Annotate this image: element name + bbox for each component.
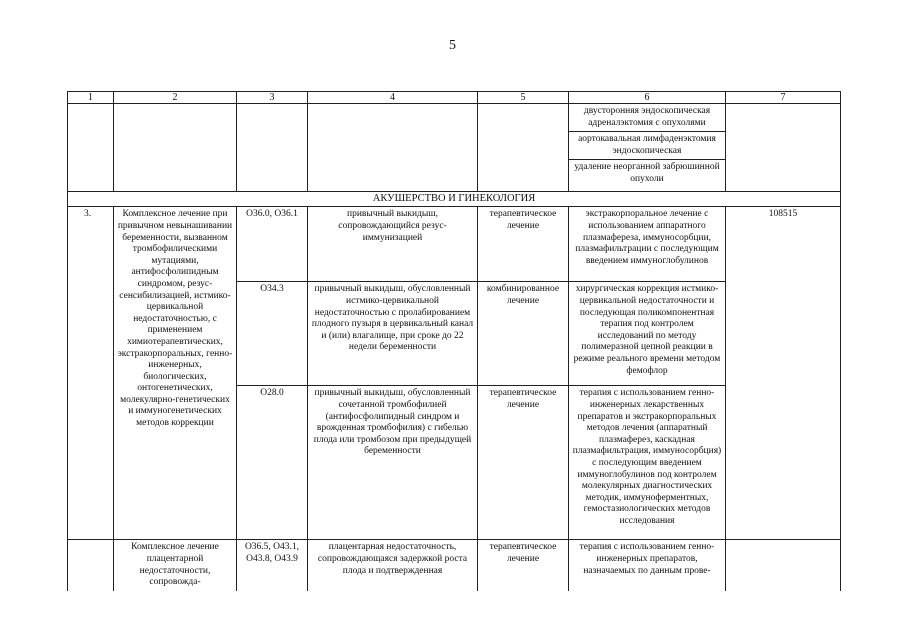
- diagnosis-codes: O36.5, O43.1, O43.8, O43.9: [237, 540, 308, 591]
- header-cell: 6: [569, 92, 726, 104]
- empty-cell: [308, 104, 478, 192]
- empty-cell: [237, 104, 308, 192]
- treatment-table: [67, 91, 841, 591]
- method-cell: двусторонняя эндоскопическая адреналэктомия с опухолями: [569, 104, 726, 132]
- empty-cell: [726, 540, 841, 591]
- treatment-type: терапевтическое лечение: [478, 207, 569, 282]
- procedure-name: Комплексное лечение плацентарной недостаточности, сопровожда-: [114, 540, 237, 591]
- treatment-type: комбинированное лечение: [478, 282, 569, 386]
- header-cell: 2: [114, 92, 237, 104]
- empty-cell: [68, 540, 114, 591]
- diagnosis-codes: O28.0: [237, 386, 308, 540]
- table-row: [68, 540, 841, 591]
- row-number: 3.: [68, 207, 114, 540]
- treatment-type: терапевтическое лечение: [478, 540, 569, 591]
- page-number: 5: [449, 38, 456, 53]
- header-cell: 5: [478, 92, 569, 104]
- treatment-type: терапевтическое лечение: [478, 386, 569, 540]
- header-cell: 7: [726, 92, 841, 104]
- treatment-method: экстракорпоральное лечение с использованием аппаратного плазмафереза, иммуносорбции, плазмафильтрации с последующим введением иммуноглобулинов: [569, 207, 726, 282]
- empty-cell: [68, 104, 114, 192]
- method-cell: аортокавальная лимфаденэктомия эндоскопическая: [569, 132, 726, 160]
- header-cell: 3: [237, 92, 308, 104]
- table-row: [68, 207, 841, 282]
- empty-cell: [726, 104, 841, 192]
- empty-cell: [114, 104, 237, 192]
- section-title: АКУШЕРСТВО И ГИНЕКОЛОГИЯ: [68, 192, 841, 207]
- procedure-name: Комплексное лечение при привычном невынашивании беременности, вызванном тромбофилическими мутациями, антифосфолипидным синдромом, резус-сенсибилизацией, истмико-цервикальной недостаточностью, с применением химиотерапевтических, экстракорпоральных, генно-инженерных, биологических, онтогенетических, молекулярно-генетических и иммуногенетических методов коррекции: [114, 207, 237, 540]
- treatment-method: терапия с использованием генно-инженерных препаратов, назначаемых по данным прове-: [569, 540, 726, 591]
- continuation-row: [68, 104, 841, 132]
- financial-norm: 108515: [726, 207, 841, 540]
- diagnosis-codes: O36.0, O36.1: [237, 207, 308, 282]
- patient-model: привычный выкидыш, обусловленный истмико-цервикальной недостаточностью с пролабированием плодного пузыря в цервикальный канал и (или) влагалище, при сроке до 22 недели беременности: [308, 282, 478, 386]
- header-row: [68, 92, 841, 104]
- patient-model: плацентарная недостаточность, сопровождающаяся задержкой роста плода и подтвержденная: [308, 540, 478, 591]
- header-cell: 1: [68, 92, 114, 104]
- header-cell: 4: [308, 92, 478, 104]
- section-row: [68, 192, 841, 207]
- empty-cell: [478, 104, 569, 192]
- patient-model: привычный выкидыш, обусловленный сочетанной тромбофилией (антифосфолипидный синдром и врожденная тромбофилия) с гибелью плода или тромбозом при предыдущей беременности: [308, 386, 478, 540]
- method-cell: удаление неорганной забрюшинной опухоли: [569, 160, 726, 192]
- treatment-method: хирургическая коррекция истмико-цервикальной недостаточности и последующая поликомпонентная терапия под контролем исследований по методу полимеразной цепной реакции в режиме реального времени методом фемофлор: [569, 282, 726, 386]
- patient-model: привычный выкидыш, сопровождающийся резус-иммунизацией: [308, 207, 478, 282]
- diagnosis-codes: O34.3: [237, 282, 308, 386]
- treatment-method: терапия с использованием генно-инженерных лекарственных препаратов и экстракорпоральных методов лечения (аппаратный плазмаферез, каскадная плазмафильтрация, иммуносорбция) с последующим введением иммуноглобулинов под контролем молекулярных диагностических методик, иммуноферментных, гемостазиологических методов исследования: [569, 386, 726, 540]
